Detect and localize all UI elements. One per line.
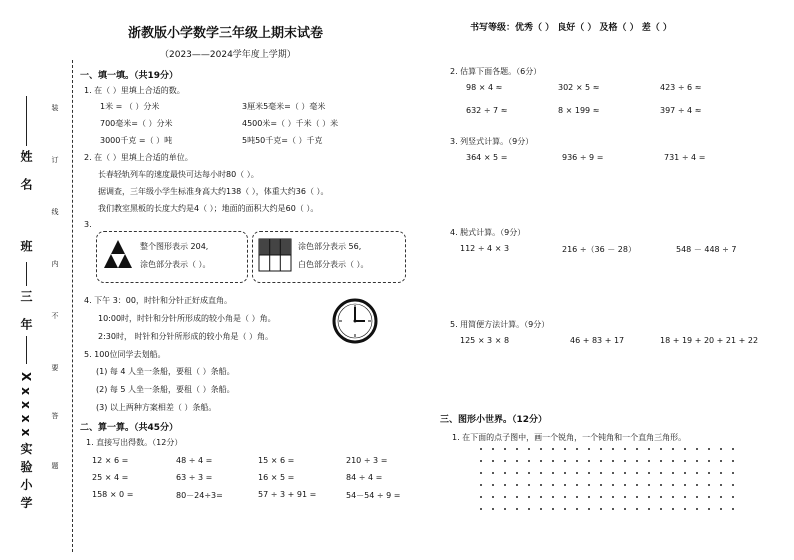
grid-dot <box>708 484 710 486</box>
grade-label: 三 年 <box>19 290 33 337</box>
grid-dot <box>576 484 578 486</box>
grid-dot <box>564 472 566 474</box>
fill-item: 3厘米5毫米=（ ）毫米 <box>242 102 326 111</box>
grid-dot <box>624 484 626 486</box>
binding-line <box>72 60 73 552</box>
grid-dot <box>540 448 542 450</box>
q5-stem: 5. 100位同学去划船。 <box>84 350 166 359</box>
grid-dot <box>528 460 530 462</box>
grid-dot <box>684 484 686 486</box>
grid-dot <box>540 496 542 498</box>
estimate-item: 397 ÷ 4 ≈ <box>660 106 702 115</box>
q3-number: 3. <box>84 220 92 229</box>
grid-dot <box>552 496 554 498</box>
s2-q5-stem: 5. 用简便方法计算。（9分） <box>450 320 550 329</box>
grid-dot <box>504 496 506 498</box>
vertical-calc-item: 364 × 5 = <box>466 153 508 162</box>
simple-calc-item: 125 × 3 × 8 <box>460 336 510 345</box>
grid-dot <box>564 460 566 462</box>
grid-dot <box>648 460 650 462</box>
grid-dot <box>600 472 602 474</box>
grid-dot <box>516 484 518 486</box>
seal-char: 答 <box>51 412 59 419</box>
grid-dot <box>492 484 494 486</box>
grid-dot <box>720 448 722 450</box>
grid-dot <box>612 460 614 462</box>
grid-dot <box>516 460 518 462</box>
calc-item: 48 ÷ 4 = <box>176 456 213 465</box>
seal-char: 内 <box>51 260 59 267</box>
calc-item: 57 ÷ 3 + 91 = <box>258 490 317 499</box>
triangle-figure <box>102 238 134 270</box>
grid-dot <box>636 484 638 486</box>
grid-dot <box>624 460 626 462</box>
grid-dot <box>504 484 506 486</box>
grid-dot <box>648 472 650 474</box>
seal-char: 装 <box>51 104 59 111</box>
estimate-item: 302 × 5 ≈ <box>558 83 600 92</box>
boat-line: (3) 以上两种方案相差（ ）条船。 <box>96 403 217 412</box>
grid-dot <box>648 508 650 510</box>
page-subtitle: （2023——2024学年度上学期） <box>160 50 296 60</box>
grid-dot <box>552 484 554 486</box>
grid-dot <box>624 496 626 498</box>
unit-line: 长春轻轨列车的速度最快可达每小时80（ ）。 <box>98 170 259 179</box>
grid-dot <box>684 460 686 462</box>
seal-char: 题 <box>51 462 59 469</box>
q3-left-line1: 整个图形表示 204, <box>140 242 209 251</box>
fill-item: 1米 = （ ）分米 <box>100 102 160 111</box>
grid-dot <box>732 508 734 510</box>
school-label: Xxxxx实验小学 <box>19 372 33 515</box>
grid-dot <box>708 460 710 462</box>
s2-q2-stem: 2. 估算下面各题。（6分） <box>450 67 542 76</box>
grid-dot <box>528 448 530 450</box>
q2-stem: 2. 在（ ）里填上合适的单位。 <box>84 153 193 162</box>
grid-dot <box>576 460 578 462</box>
grid-dot <box>720 460 722 462</box>
grid-dot <box>516 496 518 498</box>
calc-item: 84 ÷ 4 = <box>346 473 383 482</box>
calc-item: 54－54 ÷ 9 = <box>346 491 401 500</box>
grid-dot <box>516 508 518 510</box>
class-blank <box>26 262 27 286</box>
q4-stem: 4. 下午 3：00，时针和分针正好成直角。 <box>84 296 232 305</box>
grid-dot <box>552 460 554 462</box>
grid-dot <box>540 460 542 462</box>
grid-dot <box>480 448 482 450</box>
grid-dot <box>696 484 698 486</box>
fill-item: 700毫米=（ ）分米 <box>100 119 173 128</box>
grid-dot <box>684 496 686 498</box>
grid-dot <box>492 508 494 510</box>
grid-dot <box>624 508 626 510</box>
page-title: 浙教版小学数学三年级上期末试卷 <box>128 26 324 41</box>
grid-dot <box>492 472 494 474</box>
grid-dot <box>600 508 602 510</box>
grid-dot <box>612 496 614 498</box>
grid-dot <box>552 472 554 474</box>
angle-line: 2:30时， 时针和分针所形成的较小角是（ ）角。 <box>98 332 274 341</box>
grid-dot <box>504 448 506 450</box>
unit-line: 据调查，三年级小学生标准身高大约138（ ），体重大约36（ ）。 <box>98 187 329 196</box>
grid-dot <box>696 496 698 498</box>
section2-heading: 二、算一算。（共45分） <box>80 423 179 433</box>
grid-dot <box>636 448 638 450</box>
grid-dot <box>564 508 566 510</box>
grid-dot <box>708 448 710 450</box>
grid-dot <box>720 508 722 510</box>
fill-item: 4500米=（ ）千米（ ）米 <box>242 119 339 128</box>
grid-dot <box>492 460 494 462</box>
grid-dot <box>684 508 686 510</box>
writing-grade: 书写等级：优秀（ ） 良好（ ） 及格（ ） 差（ ） <box>470 23 672 33</box>
class-label: 班 <box>19 240 33 258</box>
grid-dot <box>648 484 650 486</box>
calc-item: 15 × 6 = <box>258 456 295 465</box>
grid-dot <box>684 448 686 450</box>
grid-dot <box>708 508 710 510</box>
grid-dot <box>696 508 698 510</box>
grid-dot <box>708 472 710 474</box>
grid-dot <box>648 448 650 450</box>
seal-char: 不 <box>51 312 59 319</box>
grid-dot <box>576 448 578 450</box>
grid-dot <box>660 508 662 510</box>
grid-dot <box>504 508 506 510</box>
angle-line: 10:00时，时针和分针所形成的较小角是（ ）角。 <box>98 314 276 323</box>
grid-dot <box>480 472 482 474</box>
grid-dot <box>564 448 566 450</box>
grid-dot <box>636 460 638 462</box>
grid-dot <box>528 496 530 498</box>
grid-dot <box>600 496 602 498</box>
grid-dot <box>504 472 506 474</box>
s3-q1-stem: 1. 在下面的点子图中，画一个锐角，一个钝角和一个直角三角形。 <box>452 433 687 442</box>
clock-icon <box>332 298 378 344</box>
calc-item: 158 × 0 = <box>92 490 134 499</box>
grid-dot <box>732 460 734 462</box>
grid-dot <box>672 448 674 450</box>
simple-calc-item: 46 + 83 + 17 <box>570 336 625 345</box>
grid-dot <box>564 484 566 486</box>
calc-item: 63 ÷ 3 = <box>176 473 213 482</box>
grid-dot <box>552 508 554 510</box>
grid-dot <box>732 448 734 450</box>
calc-item: 210 ÷ 3 = <box>346 456 388 465</box>
estimate-item: 8 × 199 ≈ <box>558 106 600 115</box>
grid-dot <box>504 460 506 462</box>
q3-right-line2: 白色部分表示（ ）。 <box>298 260 369 269</box>
grid-dot <box>720 496 722 498</box>
section1-heading: 一、填一填。（共19分） <box>80 71 179 81</box>
grid-dot <box>588 448 590 450</box>
grid-dot <box>636 508 638 510</box>
grid-dot <box>660 448 662 450</box>
grid-dot <box>600 448 602 450</box>
grid-dot <box>600 460 602 462</box>
grid-dot <box>516 472 518 474</box>
grid-dot <box>600 484 602 486</box>
grid-dot <box>648 496 650 498</box>
grid-dot <box>480 508 482 510</box>
q3-left-line2: 涂色部分表示（ ）。 <box>140 260 211 269</box>
grid-dot <box>732 484 734 486</box>
grid-dot <box>636 472 638 474</box>
grid-dot <box>588 496 590 498</box>
step-calc-item: 216 ÷（36 － 28） <box>562 245 636 254</box>
grid-dot <box>480 496 482 498</box>
grid-dot <box>612 508 614 510</box>
grid-dot <box>480 460 482 462</box>
name-label: 姓 名 <box>19 150 33 197</box>
grid-dot <box>624 472 626 474</box>
grid-dot <box>684 472 686 474</box>
s2-q3-stem: 3. 列竖式计算。（9分） <box>450 137 534 146</box>
seal-char: 要 <box>51 364 59 371</box>
estimate-item: 632 ÷ 7 ≈ <box>466 106 508 115</box>
seal-char: 订 <box>51 156 59 163</box>
grid-dot <box>660 484 662 486</box>
section3-heading: 三、图形小世界。（12分） <box>440 415 548 425</box>
grid-dot <box>660 496 662 498</box>
calc-item: 80－24÷3= <box>176 491 223 500</box>
dot-grid <box>480 448 740 512</box>
grid-dot <box>636 496 638 498</box>
grid-dot <box>480 484 482 486</box>
estimate-item: 423 ÷ 6 ≈ <box>660 83 702 92</box>
grid-dot <box>588 484 590 486</box>
simple-calc-item: 18 + 19 + 20 + 21 + 22 <box>660 336 759 345</box>
grid-dot <box>540 508 542 510</box>
grid-dot <box>588 508 590 510</box>
seal-char: 线 <box>51 208 59 215</box>
grid-dot <box>612 484 614 486</box>
grid-figure <box>258 238 292 272</box>
grid-dot <box>660 472 662 474</box>
calc-item: 25 × 4 = <box>92 473 129 482</box>
grid-dot <box>492 448 494 450</box>
boat-line: (2) 每 5 人坐一条船，要租（ ）条船。 <box>96 385 235 394</box>
q3-right-line1: 涂色部分表示 56, <box>298 242 362 251</box>
grid-dot <box>492 496 494 498</box>
grid-dot <box>720 472 722 474</box>
grid-dot <box>612 472 614 474</box>
calc-item: 12 × 6 = <box>92 456 129 465</box>
grid-dot <box>588 472 590 474</box>
step-calc-item: 548 － 448 ÷ 7 <box>676 245 737 254</box>
grid-dot <box>528 484 530 486</box>
fill-item: 5吨50千克=（ ）千克 <box>242 136 323 145</box>
s2-q4-stem: 4. 脱式计算。（9分） <box>450 228 526 237</box>
s2-q1-stem: 1. 直接写出得数。（12分） <box>86 438 183 447</box>
calc-item: 16 × 5 = <box>258 473 295 482</box>
grid-dot <box>540 484 542 486</box>
grid-dot <box>708 496 710 498</box>
grid-dot <box>672 472 674 474</box>
grid-dot <box>672 484 674 486</box>
grid-dot <box>564 496 566 498</box>
grid-dot <box>516 448 518 450</box>
grid-dot <box>576 496 578 498</box>
grid-dot <box>696 472 698 474</box>
estimate-item: 98 × 4 ≈ <box>466 83 503 92</box>
grid-dot <box>540 472 542 474</box>
grid-dot <box>672 508 674 510</box>
school-blank <box>26 336 27 364</box>
vertical-calc-item: 936 ÷ 9 = <box>562 153 604 162</box>
grid-dot <box>552 448 554 450</box>
grid-dot <box>576 508 578 510</box>
grid-dot <box>576 472 578 474</box>
grid-dot <box>612 448 614 450</box>
unit-line: 我们教室黑板的长度大约是4（ ）；地面的面积大约是60（ ）。 <box>98 204 319 213</box>
grid-dot <box>732 472 734 474</box>
grid-dot <box>660 460 662 462</box>
grid-dot <box>696 448 698 450</box>
grid-dot <box>732 496 734 498</box>
grid-dot <box>528 508 530 510</box>
grid-dot <box>696 460 698 462</box>
grid-dot <box>720 484 722 486</box>
boat-line: (1) 每 4 人坐一条船，要租（ ）条船。 <box>96 367 235 376</box>
grid-dot <box>672 460 674 462</box>
grid-dot <box>624 448 626 450</box>
q1-stem: 1. 在（ ）里填上合适的数。 <box>84 86 185 95</box>
grid-dot <box>588 460 590 462</box>
vertical-calc-item: 731 ÷ 4 = <box>664 153 706 162</box>
fill-item: 3000千克 =（ ）吨 <box>100 136 173 145</box>
name-blank <box>26 96 27 146</box>
grid-dot <box>528 472 530 474</box>
grid-dot <box>672 496 674 498</box>
step-calc-item: 112 ÷ 4 × 3 <box>460 244 510 253</box>
